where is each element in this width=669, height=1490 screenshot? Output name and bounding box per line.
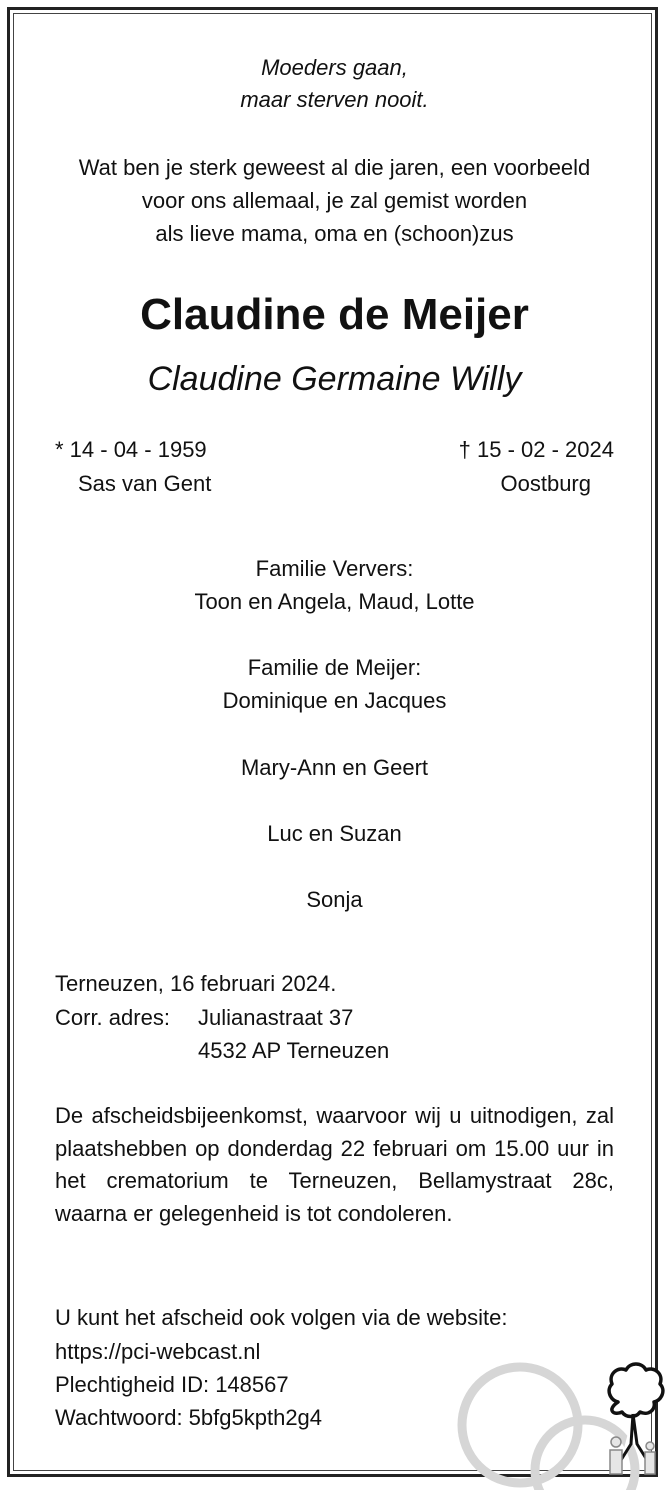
correspondence-street: Julianastraat 37 bbox=[198, 1005, 354, 1030]
intro-line-2: voor ons allemaal, je zal gemist worden bbox=[141, 188, 528, 213]
family-1-title: Familie Ververs: bbox=[255, 556, 414, 581]
correspondence-city: 4532 AP Terneuzen bbox=[198, 1038, 390, 1063]
poem-line-2: maar sterven nooit. bbox=[240, 87, 429, 112]
birth-date: * 14 - 04 - 1959 bbox=[55, 437, 207, 462]
poem-line-1: Moeders gaan, bbox=[261, 55, 408, 80]
family-2-title: Familie de Meijer: bbox=[247, 655, 422, 680]
relative-3: Sonja bbox=[306, 887, 363, 912]
birth-place: Sas van Gent bbox=[78, 471, 212, 496]
tree-logo-icon bbox=[440, 1330, 669, 1490]
deceased-name: Claudine de Meijer bbox=[140, 290, 529, 339]
webcast-text: U kunt het afscheid ook volgen via de website: bbox=[55, 1305, 508, 1330]
family-2-members: Dominique en Jacques bbox=[222, 688, 447, 713]
death-date: † 15 - 02 - 2024 bbox=[458, 437, 614, 462]
place-date: Terneuzen, 16 februari 2024. bbox=[55, 971, 337, 996]
relative-2: Luc en Suzan bbox=[267, 821, 402, 846]
death-place: Oostburg bbox=[500, 471, 591, 496]
password: Wachtwoord: 5bfg5kpth2g4 bbox=[55, 1405, 323, 1430]
ceremony-text: De afscheidsbijeenkomst, waarvoor wij u uitnodigen, zal plaatshebben op donderdag 22 februari om 15.00 uur in het crematorium te Terneuzen, Bellamystraat 28c, waarna er gelegenheid is tot condoleren. bbox=[55, 1103, 614, 1226]
intro-line-3: als lieve mama, oma en (schoon)zus bbox=[155, 221, 514, 246]
correspondence-label: Corr. adres: bbox=[55, 1005, 170, 1030]
deceased-full-name: Claudine Germaine Willy bbox=[147, 360, 522, 398]
family-1-members: Toon en Angela, Maud, Lotte bbox=[194, 589, 475, 614]
webcast-url[interactable]: https://pci-webcast.nl bbox=[55, 1339, 261, 1364]
intro-line-1: Wat ben je sterk geweest al die jaren, een voorbeeld bbox=[78, 155, 591, 180]
ceremony-id: Plechtigheid ID: 148567 bbox=[55, 1372, 289, 1397]
relative-1: Mary-Ann en Geert bbox=[240, 755, 429, 780]
